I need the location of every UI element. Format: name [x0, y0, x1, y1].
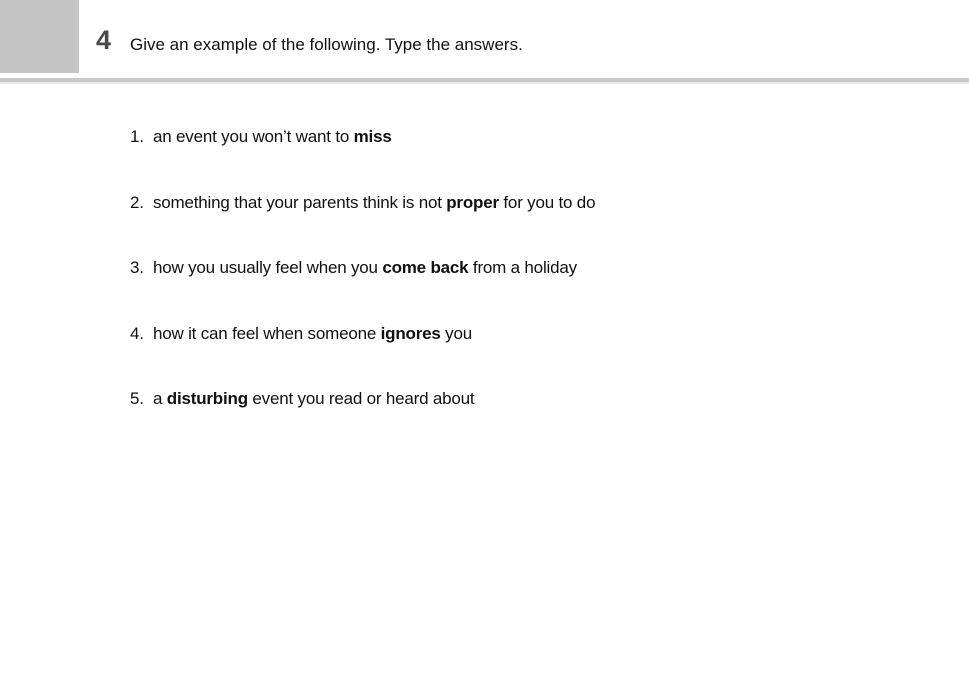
question-number: 2.	[130, 192, 144, 212]
corner-block	[0, 0, 79, 73]
question-item-5	[130, 388, 595, 454]
question-text-pre: a	[153, 389, 167, 408]
question-item-3	[130, 257, 595, 323]
question-keyword: miss	[353, 127, 392, 146]
exercise-header	[0, 0, 969, 80]
question-text-post: from a holiday	[468, 258, 577, 277]
question-text-pre: how you usually feel when you	[153, 258, 383, 277]
question-item-4	[130, 323, 595, 389]
question-number: 3.	[130, 258, 144, 277]
question-keyword: proper	[446, 192, 499, 212]
exercise-number: 4	[96, 25, 112, 55]
exercise-instruction: Give an example of the following. Type the answers.	[130, 35, 523, 54]
question-number: 5.	[130, 389, 144, 408]
question-number: 1.	[130, 127, 144, 146]
question-text-pre: something that your parents think is not	[153, 192, 447, 212]
question-text-pre: how it can feel when someone	[153, 323, 381, 343]
question-keyword: come back	[382, 258, 469, 277]
question-text-pre: an event you won’t want to	[153, 127, 354, 146]
question-keyword: disturbing	[166, 389, 248, 408]
question-text-post: you	[440, 323, 472, 343]
header-divider-shadow	[0, 82, 969, 84]
question-text-post: for you to do	[498, 192, 596, 212]
question-list	[130, 126, 595, 454]
question-item-2	[130, 192, 595, 258]
question-item-1	[130, 126, 595, 192]
question-number: 4.	[130, 323, 144, 343]
question-keyword: ignores	[380, 323, 441, 343]
question-text-post: event you read or heard about	[247, 389, 475, 408]
